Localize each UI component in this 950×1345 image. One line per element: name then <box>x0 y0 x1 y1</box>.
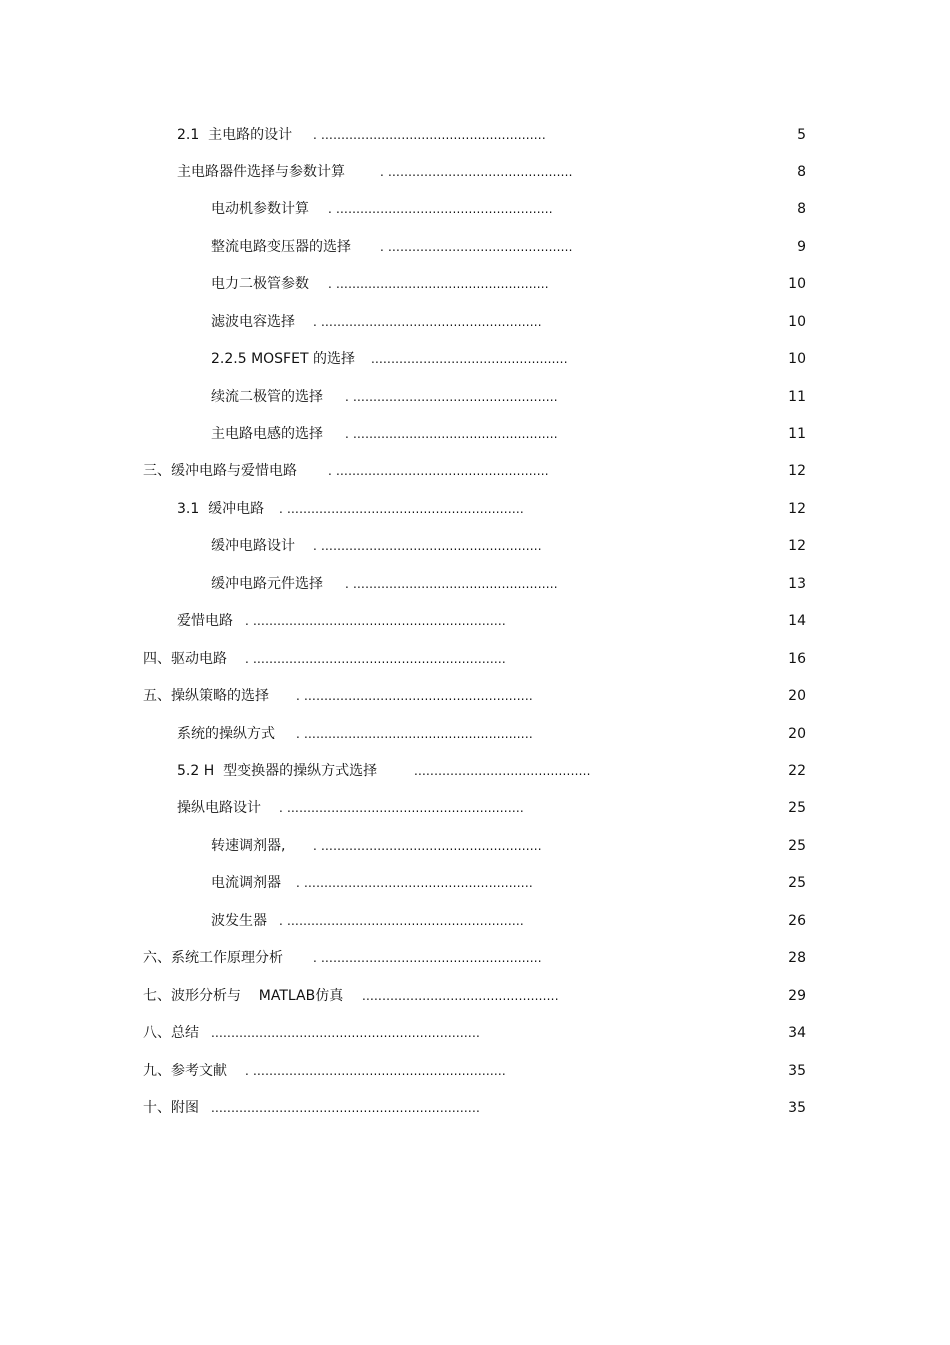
toc-entry-page: 12 <box>788 463 806 479</box>
toc-entry-title: 系统的操纵方式 <box>177 726 275 742</box>
toc-entry-title: 电力二极管参数 <box>211 276 309 292</box>
toc-entry-page: 13 <box>788 576 806 592</box>
toc-entry[interactable] <box>0 610 950 632</box>
toc-entry-leader: . ..................................................... <box>328 464 549 478</box>
toc-entry-leader: . ................................................... <box>345 577 558 591</box>
toc-entry-page: 25 <box>788 875 806 891</box>
toc-entry-page: 9 <box>797 239 806 255</box>
toc-entry-title: 5.2 H 型变换器的操纵方式选择 <box>177 763 378 779</box>
toc-entry-page: 10 <box>788 276 806 292</box>
toc-entry[interactable] <box>0 460 950 482</box>
toc-entry-title: 操纵电路设计 <box>177 800 261 816</box>
toc-entry-page: 16 <box>788 651 806 667</box>
toc-entry-leader: . ....................................................... <box>313 539 542 553</box>
toc-entry-leader: . ....................................................... <box>313 839 542 853</box>
toc-entry-title: 2.1 主电路的设计 <box>177 127 293 143</box>
toc-entry-page: 12 <box>788 501 806 517</box>
toc-entry-page: 34 <box>788 1025 806 1041</box>
toc-entry-page: 11 <box>788 426 806 442</box>
toc-entry-leader: . ...................................................... <box>328 202 553 216</box>
toc-entry-leader: . ............................................................... <box>245 614 506 628</box>
toc-entry-leader: ................................................................... <box>211 1026 480 1040</box>
toc-entry-title: 转速调剂器, <box>211 838 286 854</box>
toc-entry-page: 35 <box>788 1100 806 1116</box>
toc-entry-leader: . ........................................................... <box>279 914 524 928</box>
toc-entry[interactable] <box>0 910 950 932</box>
toc-entry-page: 14 <box>788 613 806 629</box>
toc-entry[interactable] <box>0 348 950 370</box>
toc-entry-title: 波发生器 <box>211 913 267 929</box>
toc-entry-leader: . ............................................................... <box>245 652 506 666</box>
toc-entry-leader: . ..................................................... <box>328 277 549 291</box>
toc-entry-title: 八、总结 <box>143 1025 199 1041</box>
toc-entry-page: 11 <box>788 389 806 405</box>
toc-entry[interactable] <box>0 498 950 520</box>
toc-entry[interactable] <box>0 685 950 707</box>
toc-entry[interactable] <box>0 985 950 1007</box>
toc-entry-title: 2.2.5 MOSFET 的选择 <box>211 351 355 367</box>
toc-entry-page: 20 <box>788 726 806 742</box>
toc-entry-leader: . ........................................................ <box>313 128 546 142</box>
toc-entry[interactable] <box>0 648 950 670</box>
toc-entry[interactable] <box>0 947 950 969</box>
toc-entry-title: 滤波电容选择 <box>211 314 295 330</box>
toc-entry[interactable] <box>0 236 950 258</box>
toc-entry-title: 3.1 缓冲电路 <box>177 501 265 517</box>
toc-entry-leader: . ....................................................... <box>313 315 542 329</box>
toc-entry-leader: ................................................. <box>371 352 568 366</box>
toc-entry-leader: . ......................................................... <box>296 876 533 890</box>
toc-entry-title: 爱惜电路 <box>177 613 233 629</box>
toc-entry-title: 三、缓冲电路与爱惜电路 <box>143 463 297 479</box>
toc-entry-title: 主电路器件选择与参数计算 <box>177 164 345 180</box>
toc-entry[interactable] <box>0 872 950 894</box>
toc-entry-page: 8 <box>797 164 806 180</box>
toc-entry-leader: . ......................................................... <box>296 727 533 741</box>
toc-entry-leader: . ........................................................... <box>279 502 524 516</box>
toc-entry-page: 5 <box>797 127 806 143</box>
toc-entry[interactable] <box>0 386 950 408</box>
toc-entry[interactable] <box>0 535 950 557</box>
toc-entry-page: 10 <box>788 351 806 367</box>
toc-entry[interactable] <box>0 797 950 819</box>
toc-entry-page: 10 <box>788 314 806 330</box>
toc-entry-title: 电动机参数计算 <box>211 201 309 217</box>
toc-entry[interactable] <box>0 1097 950 1119</box>
toc-entry-title: 主电路电感的选择 <box>211 426 323 442</box>
toc-entry[interactable] <box>0 760 950 782</box>
toc-entry-page: 35 <box>788 1063 806 1079</box>
toc-entry[interactable] <box>0 273 950 295</box>
toc-entry-leader: . ....................................................... <box>313 951 542 965</box>
toc-entry-title: 电流调剂器 <box>211 875 281 891</box>
toc-entry-leader: . .............................................. <box>380 165 573 179</box>
toc-entry[interactable] <box>0 835 950 857</box>
toc-entry-leader: . ................................................... <box>345 427 558 441</box>
toc-entry-title: 九、参考文献 <box>143 1063 227 1079</box>
toc-entry[interactable] <box>0 161 950 183</box>
toc-entry-leader: . ......................................................... <box>296 689 533 703</box>
toc-entry-leader: ............................................ <box>414 764 591 778</box>
toc-entry-title: 七、波形分析与 MATLAB仿真 <box>143 988 344 1004</box>
toc-entry[interactable] <box>0 1060 950 1082</box>
toc-entry-page: 8 <box>797 201 806 217</box>
toc-entry[interactable] <box>0 311 950 333</box>
toc-entry-page: 25 <box>788 838 806 854</box>
toc-entry[interactable] <box>0 723 950 745</box>
toc-entry-leader: . ........................................................... <box>279 801 524 815</box>
toc-entry[interactable] <box>0 198 950 220</box>
toc-entry[interactable] <box>0 573 950 595</box>
toc-entry-page: 29 <box>788 988 806 1004</box>
toc-entry-page: 28 <box>788 950 806 966</box>
toc-entry-page: 12 <box>788 538 806 554</box>
toc-entry-title: 五、操纵策略的选择 <box>143 688 269 704</box>
toc-entry-leader: ................................................................... <box>211 1101 480 1115</box>
toc-entry-title: 缓冲电路设计 <box>211 538 295 554</box>
toc-entry-leader: ................................................. <box>362 989 559 1003</box>
toc-entry-title: 续流二极管的选择 <box>211 389 323 405</box>
toc-entry[interactable] <box>0 1022 950 1044</box>
toc-entry[interactable] <box>0 124 950 146</box>
toc-entry-page: 26 <box>788 913 806 929</box>
toc-entry-title: 整流电路变压器的选择 <box>211 239 351 255</box>
toc-entry-page: 20 <box>788 688 806 704</box>
toc-entry-leader: . .............................................. <box>380 240 573 254</box>
toc-entry-title: 十、附图 <box>143 1100 199 1116</box>
toc-entry-title: 缓冲电路元件选择 <box>211 576 323 592</box>
toc-entry-title: 六、系统工作原理分析 <box>143 950 283 966</box>
toc-entry-page: 22 <box>788 763 806 779</box>
toc-entry[interactable] <box>0 423 950 445</box>
toc-entry-leader: . ............................................................... <box>245 1064 506 1078</box>
toc-entry-leader: . ................................................... <box>345 390 558 404</box>
toc-entry-title: 四、驱动电路 <box>143 651 227 667</box>
toc-entry-page: 25 <box>788 800 806 816</box>
